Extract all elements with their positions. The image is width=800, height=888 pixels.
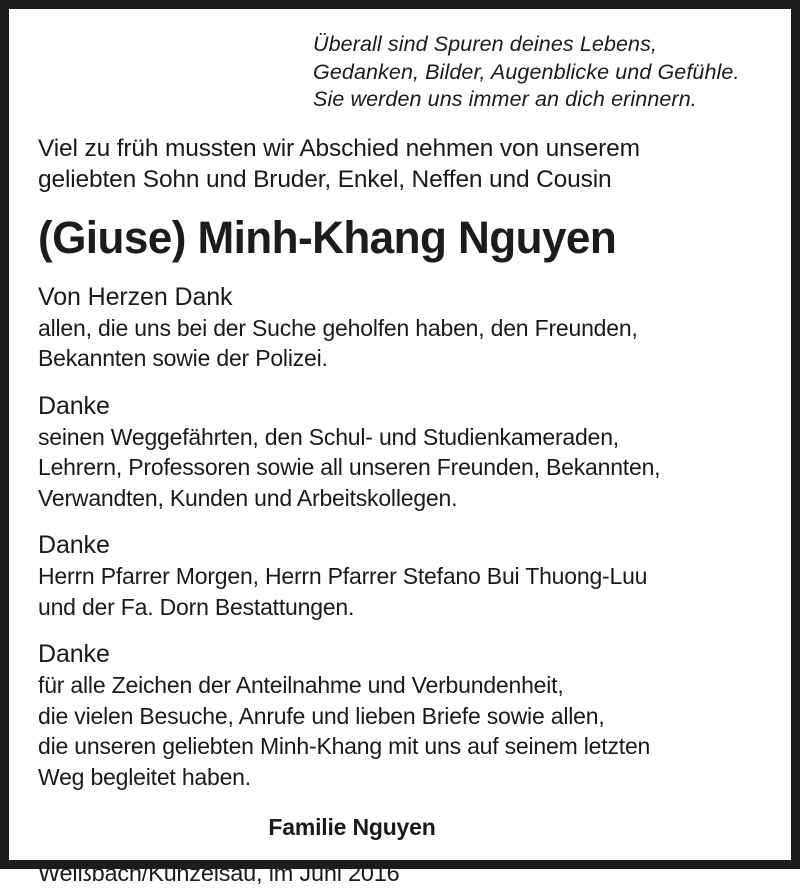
thanks-heading-4: Danke — [38, 640, 110, 668]
place-and-date: Weißbach/Künzelsau, im Juni 2016 — [38, 860, 400, 886]
thanks-body-4-line-3: die unseren geliebten Minh-Khang mit uns auf seinem letzten — [38, 733, 651, 759]
family-signature: Familie Nguyen — [268, 814, 436, 840]
thanks-body-2-line-2: Lehrern, Professoren sowie all unseren Freunden, Bekannten, — [38, 454, 661, 480]
thanks-body-2 — [38, 422, 761, 514]
thanks-section-1 — [38, 282, 761, 374]
intro-paragraph — [38, 133, 761, 195]
intro-line-2: geliebten Sohn und Bruder, Enkel, Neffen und Cousin — [38, 165, 612, 193]
memorial-notice-content — [9, 9, 791, 886]
thanks-section-2 — [38, 391, 761, 514]
thanks-body-2-line-1: seinen Weggefährten, den Schul- und Studienkameraden, — [38, 423, 619, 450]
thanks-body-3 — [38, 561, 761, 622]
thanks-body-4 — [38, 670, 761, 792]
thanks-heading-2: Danke — [38, 391, 110, 420]
thanks-heading-3: Danke — [38, 531, 110, 559]
epigraph-line-2: Gedanken, Bilder, Augenblicke und Gefühle. — [313, 59, 740, 84]
thanks-body-3-line-1: Herrn Pfarrer Morgen, Herrn Pfarrer Stefano Bui Thuong-Luu — [38, 563, 648, 589]
deceased-name: (Giuse) Minh-Khang Nguyen — [38, 211, 617, 263]
thanks-section-3 — [38, 530, 761, 622]
thanks-body-2-line-3: Verwandten, Kunden und Arbeitskollegen. — [38, 484, 458, 511]
thanks-body-4-line-1: für alle Zeichen der Anteilnahme und Verbundenheit, — [38, 672, 564, 698]
thanks-body-1 — [38, 313, 761, 374]
epigraph-line-3: Sie werden uns immer an dich erinnern. — [313, 87, 697, 111]
thanks-section-4 — [38, 639, 761, 792]
epigraph-verse — [313, 31, 761, 114]
intro-line-1: Viel zu früh mussten wir Abschied nehmen von unserem — [38, 134, 640, 162]
thanks-body-4-line-4: Weg begleitet haben. — [38, 763, 251, 790]
thanks-heading-1: Von Herzen Dank — [38, 282, 233, 311]
thanks-body-4-line-2: die vielen Besuche, Anrufe und lieben Briefe sowie allen, — [38, 702, 605, 729]
thanks-body-1-line-1: allen, die uns bei der Suche geholfen haben, den Freunden, — [38, 314, 638, 341]
thanks-body-1-line-2: Bekannten sowie der Polizei. — [38, 345, 328, 371]
epigraph-line-1: Überall sind Spuren deines Lebens, — [313, 32, 658, 56]
thanks-body-3-line-2: und der Fa. Dorn Bestattungen. — [38, 593, 355, 620]
